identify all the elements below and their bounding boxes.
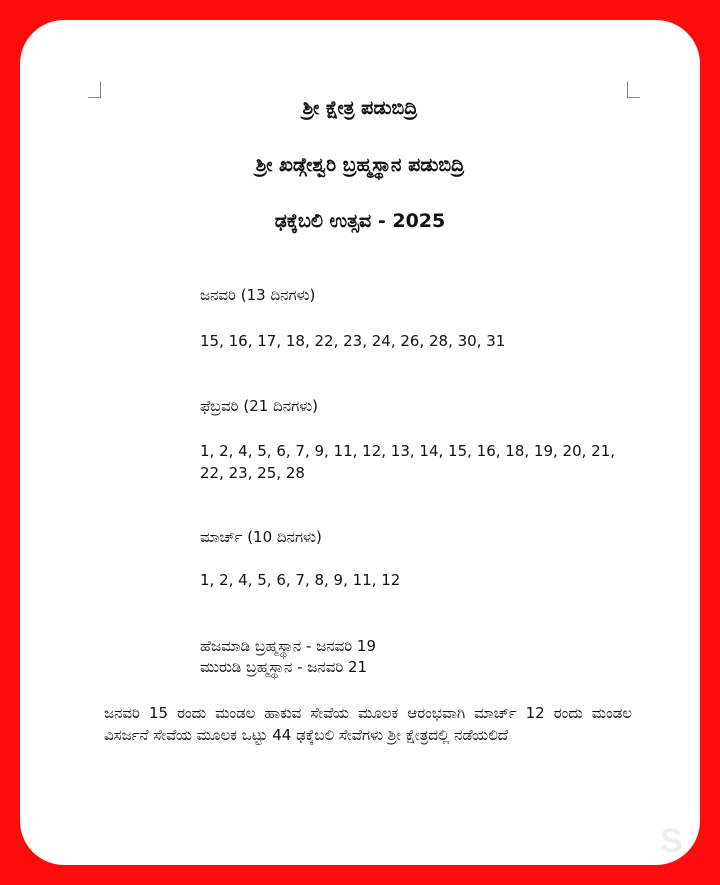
- dates-february: 1, 2, 4, 5, 6, 7, 9, 11, 12, 13, 14, 15, 16, 18, 19, 20, 21, 22, 23, 25, 28: [200, 442, 616, 482]
- month-heading-march: ಮಾರ್ಚ್ (10 ದಿನಗಳು): [200, 528, 322, 546]
- watermark-logo: S: [660, 822, 683, 860]
- title-temple: ಶ್ರೀ ಕ್ಷೇತ್ರ ಪಡುಬಿದ್ರಿ: [302, 97, 418, 119]
- dates-march: 1, 2, 4, 5, 6, 7, 8, 9, 11, 12: [200, 571, 401, 589]
- dates-january: 15, 16, 17, 18, 22, 23, 24, 26, 28, 30, 31: [200, 332, 506, 350]
- special-date-murudi: ಮುರುಡಿ ಬ್ರಹ್ಮಸ್ಥಾನ - ಜನವರಿ 21: [200, 658, 368, 676]
- crop-mark-top-right: [627, 81, 640, 98]
- summary-paragraph: ಜನವರಿ 15 ರಂದು ಮಂಡಲ ಹಾಕುವ ಸೇವೆಯ ಮೂಲಕ ಆರಂಭವಾಗಿ ಮಾರ್ಚ್ 12 ರಂದು ಮಂಡಲ ವಿಸರ್ಜನೆ ಸೇವೆಯ ಮೂಲಕ ಒಟ್ಟು 44 ಢಕ್ಕೆಬಲಿ ಸೇವೆಗಳು ಶ್ರೀ ಕ್ಷೇತ್ರದಲ್ಲಿ ನಡೆಯಲಿದೆ: [104, 704, 632, 744]
- month-heading-february: ಫೆಬ್ರವರಿ (21 ದಿನಗಳು): [200, 397, 318, 415]
- month-heading-january: ಜನವರಿ (13 ದಿನಗಳು): [200, 286, 316, 304]
- title-festival: ಢಕ್ಕೆಬಲಿ ಉತ್ಸವ - 2025: [274, 210, 446, 232]
- special-date-hejamadi: ಹೆಜಮಾಡಿ ಬ್ರಹ್ಮಸ್ಥಾನ - ಜನವರಿ 19: [200, 637, 376, 655]
- document-card: [20, 20, 700, 865]
- title-brahmasthana: ಶ್ರೀ ಖಡ್ಗೇಶ್ವರಿ ಬ್ರಹ್ಮಸ್ಥಾನ ಪಡುಬಿದ್ರಿ: [255, 154, 465, 176]
- crop-mark-top-left: [88, 81, 101, 98]
